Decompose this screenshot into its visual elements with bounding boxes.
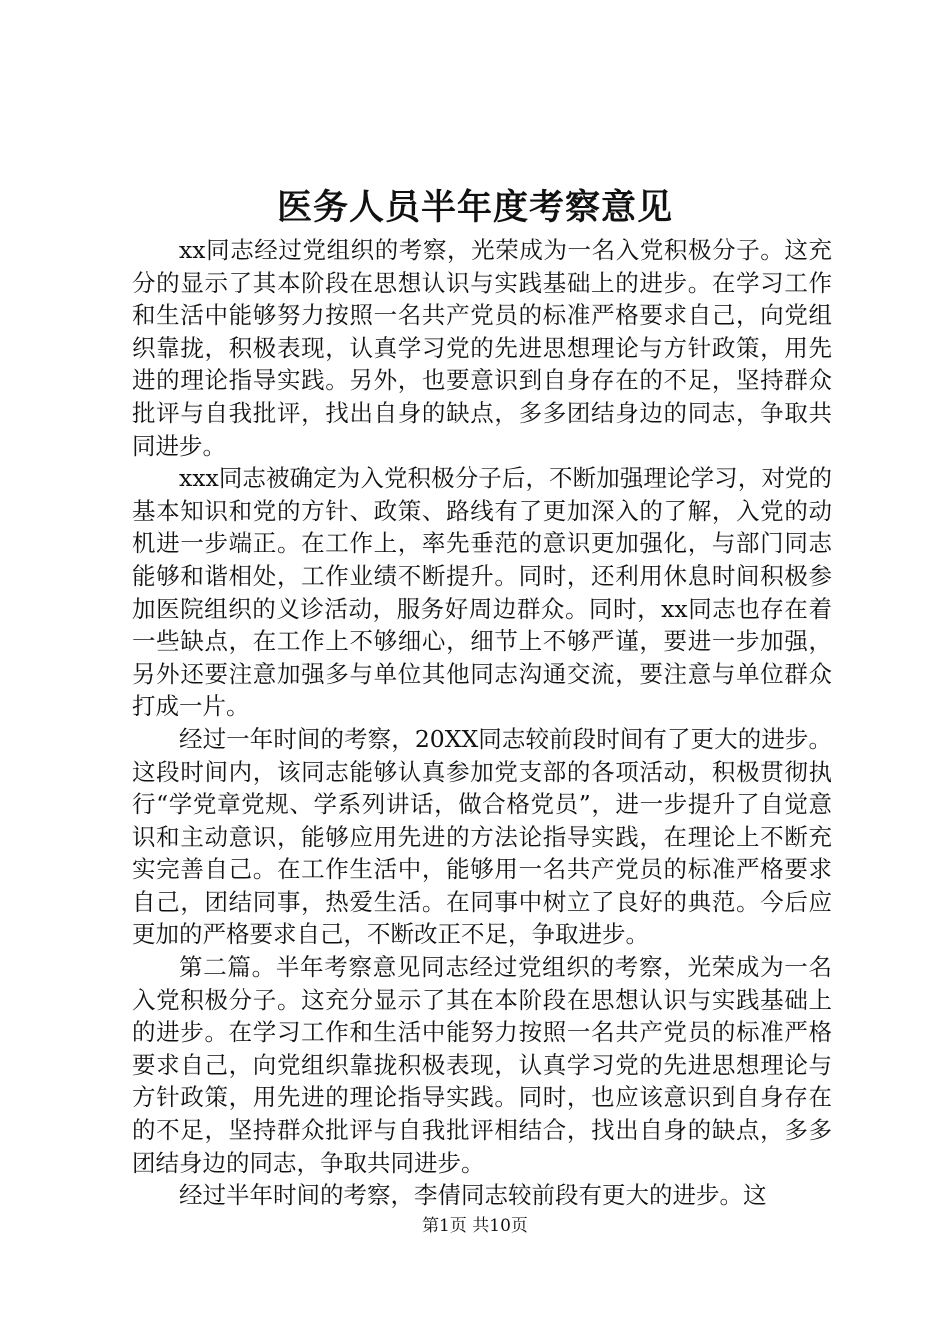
document-title: 医务人员半年度考察意见 (276, 187, 673, 228)
page-footer: 第1页 共10页 (422, 1216, 528, 1236)
paragraph-4: 第二篇。半年考察意见同志经过党组织的考察，光荣成为一名入党积极分子。这充分显示了其在本阶段在思想认识与实践基础上的进步。在学习工作和生活中能努力按照一名共产党员的标准严格要求自己，向党组织靠拢积极表现，认真学习党的先进思想理论与方针政策，用先进的理论指导实践。同时，也应该意识到自身存在的不足，坚持群众批评与自我批评相结合，找出自身的缺点，多多团结身边的同志，争取共同进步。 (132, 953, 832, 1177)
paragraph-3: 经过一年时间的考察，20XX同志较前段时间有了更大的进步。这段时间内，该同志能够认真参加党支部的各项活动，积极贯彻执行“学党章党规、学系列讲话，做合格党员”，进一步提升了自觉意识和主动意识，能够应用先进的方法论指导实践，在理论上不断充实完善自己。在工作生活中，能够用一名共产党员的标准严格要求自己，团结同事，热爱生活。在同事中树立了良好的典范。今后应更加的严格要求自己，不断改正不足，争取进步。 (132, 724, 832, 949)
paragraph-5: 经过半年时间的考察，李倩同志较前段有更大的进步。这 (179, 1181, 767, 1210)
document-body (132, 234, 832, 1212)
paragraph-1: xx同志经过党组织的考察，光荣成为一名入党积极分子。这充分的显示了其本阶段在思想认识与实践基础上的进步。在学习工作和生活中能够努力按照一名共产党员的标准严格要求自己，向党组织靠拢，积极表现，认真学习党的先进思想理论与方针政策，用先进的理论指导实践。另外，也要意识到自身存在的不足，坚持群众批评与自我批评，找出自身的缺点，多多团结身边的同志，争取共同进步。 (132, 236, 832, 460)
paragraph-2: xxx同志被确定为入党积极分子后，不断加强理论学习，对党的基本知识和党的方针、政策、路线有了更加深入的了解，入党的动机进一步端正。在工作上，率先垂范的意识更加强化，与部门同志能够和谐相处，工作业绩不断提升。同时，还利用休息时间积极参加医院组织的义诊活动，服务好周边群众。同时，xx同志也存在着一些缺点，在工作上不够细心，细节上不够严谨，要进一步加强，另外还要注意加强多与单位其他同志沟通交流，要注意与单位群众打成一片。 (132, 464, 832, 721)
